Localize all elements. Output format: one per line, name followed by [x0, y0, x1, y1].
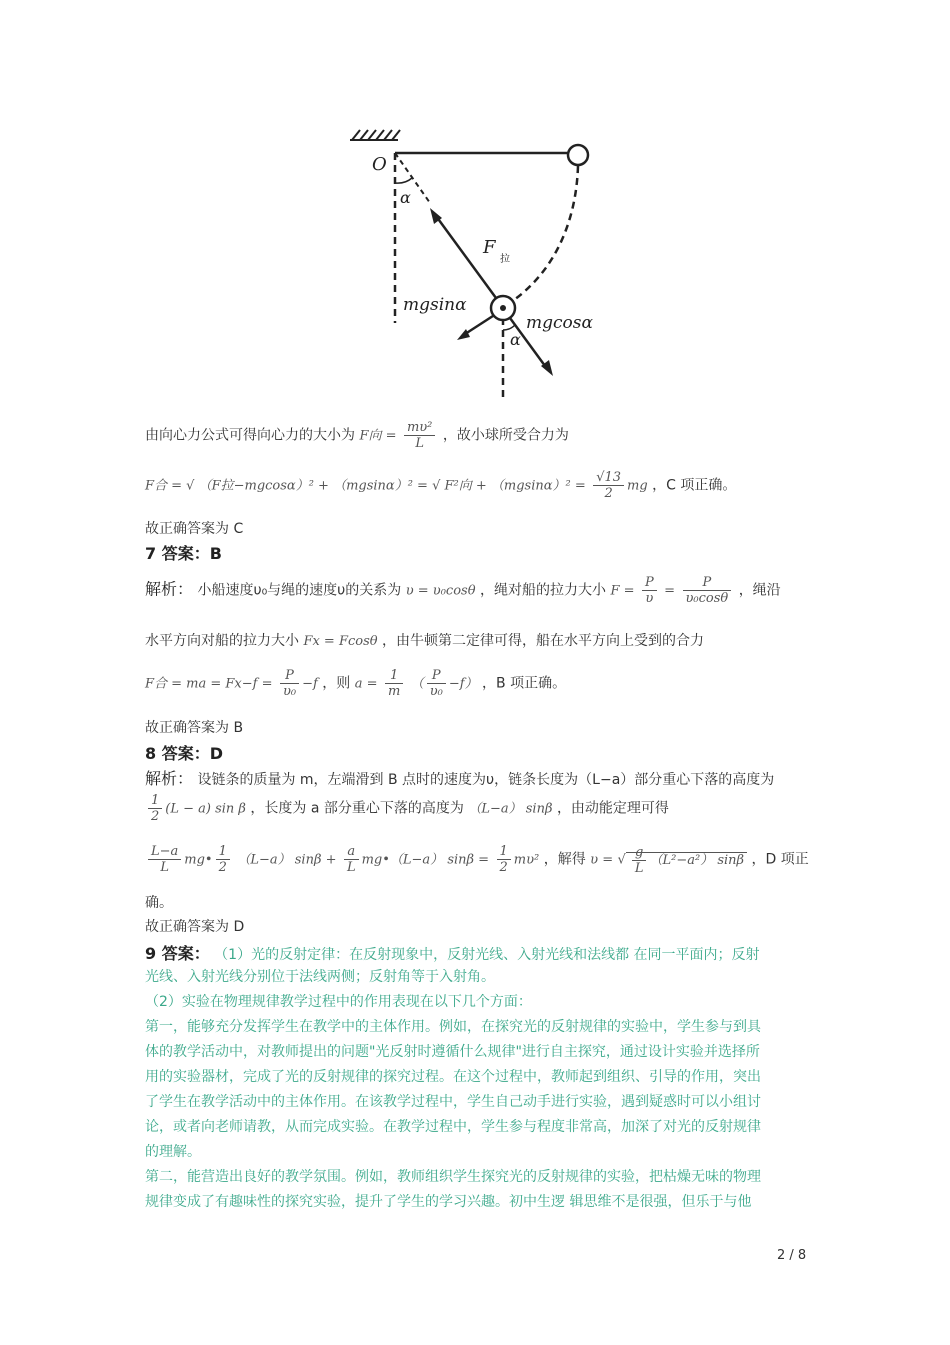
frac-num: 1: [216, 844, 230, 860]
q8-conclusion: 故正确答案为 D: [145, 919, 245, 935]
label-alpha-top: α: [400, 188, 411, 207]
q9-text-line: 光线、入射光线分别位于法线两侧；反射角等于入射角。: [145, 969, 495, 985]
q9-text-line: 第二，能营造出良好的教学氛围。例如，教师组织学生探究光的反射规律的实验，把枯燥无味的物理: [145, 1169, 761, 1185]
frac-num: 1: [497, 844, 511, 860]
q7-l2-b: ，由牛顿第二定律可得，船在水平方向上受到的合力: [382, 633, 705, 649]
q7-l3-frac2: [385, 668, 403, 699]
q7-line1: [145, 575, 781, 606]
q8-line1: [145, 766, 774, 789]
frac-num: P: [280, 668, 299, 684]
q8-l3-mid: （L−a） sinβ +: [237, 852, 337, 868]
q7-l1-c: ，绳沿: [738, 582, 781, 599]
frac-num: P: [427, 668, 446, 684]
q7-conclusion: 故正确答案为 B: [145, 720, 244, 736]
q7-l2-a: 水平方向对船的拉力大小: [145, 633, 299, 649]
sqrt-sign: √: [617, 852, 626, 868]
q7-l3-then: ，则: [322, 675, 351, 692]
q7-jx-label: 解析：: [145, 579, 194, 599]
q7-l1-f1: υ = υ₀cosθ: [405, 583, 476, 599]
q7-l3-frac3: [427, 668, 446, 699]
q6-line2-mg: mg: [627, 478, 648, 494]
q8-l2-f: (L − a) sin β: [165, 801, 246, 817]
frac-den: L: [634, 860, 644, 876]
q9-heading: 9 答案：: [145, 944, 210, 963]
q8-jx-label: 解析：: [145, 769, 194, 788]
q7-l1-a: 小船速度υ₀与绳的速度υ的关系为: [197, 582, 402, 599]
frac-num: L−a: [148, 844, 181, 860]
q7-l1-f2a: F =: [610, 583, 635, 599]
q8-l3-sqrt-body: （L²−a²） sinβ: [649, 852, 745, 868]
frac-den: υ₀: [429, 684, 443, 699]
q6-line2: [145, 470, 736, 501]
q8-l3-frac2: [216, 844, 230, 875]
q6-conclusion: 故正确答案为 C: [145, 521, 244, 537]
q8-l3-post: ，D 项正: [751, 851, 809, 868]
frac-den: υ: [645, 591, 654, 606]
frac-num: 1: [148, 793, 162, 809]
angle-arc-top: [395, 178, 412, 183]
q8-heading: 8 答案：D: [145, 744, 223, 763]
q7-l3-f1b: −f: [302, 676, 318, 692]
q9-text-line: 第一，能够充分发挥学生在教学中的主体作用。例如，在探究光的反射规律的实验中，学生参与到具: [145, 1019, 761, 1035]
frac-den: L: [415, 436, 424, 451]
label-alpha-bottom: α: [510, 330, 521, 349]
q7-heading: 7 答案：B: [145, 544, 222, 563]
frac-den: L: [160, 860, 169, 875]
frac-den: υ₀cosθ: [685, 591, 729, 606]
q7-l3-f1: F合 = ma = Fx−f =: [145, 676, 273, 692]
frac-num: mυ²: [404, 420, 435, 436]
label-mgsin: mgsinα: [403, 295, 467, 315]
q7-line2: [145, 630, 704, 650]
q7-l1-b: ，绳对船的拉力大小: [479, 582, 606, 599]
q6-line1-pre: 由向心力公式可得向心力的大小为: [145, 427, 355, 444]
ceiling-hatch: [350, 130, 400, 140]
q8-l1-a: 设链条的质量为 m，左端滑到 B 点时的速度为υ，链条长度为（L−a）部分重心下落的高度为: [197, 772, 775, 788]
q9-text-line: 规律变成了有趣味性的探究实验，提升了学生的学习兴趣。初中生逻 辑思维不是很强，但乐于与他: [145, 1194, 752, 1210]
q6-line1-frac: [404, 420, 435, 451]
q8-line4: 确。: [145, 895, 173, 911]
frac-den: L: [346, 860, 356, 875]
frac-den: υ₀: [282, 684, 297, 699]
ball-top: [568, 145, 588, 165]
q6-line1-formula: F向 =: [359, 428, 397, 444]
q7-l3-post: ，B 项正确。: [482, 675, 567, 692]
q8-l2-f2: （L−a） sinβ: [468, 801, 553, 817]
q8-l3-mg2: mg•（L−a） sinβ =: [361, 852, 490, 868]
q7-line3: [145, 668, 566, 699]
label-f-sub: 拉: [500, 254, 510, 265]
q7-l3-frac1: [280, 668, 299, 699]
ball-bottom-center: [500, 305, 506, 311]
page-number: 2 / 8: [777, 1248, 807, 1263]
q9-text-line: 体的教学活动中，对教师提出的问题"光反射时遵循什么规律"进行自主探究，通过设计实验并选择所: [145, 1044, 760, 1060]
q7-l3-paren-open: （: [410, 676, 424, 692]
q7-l2-f: Fx = Fcosθ: [303, 634, 378, 649]
frac-den: 2: [604, 486, 613, 501]
label-mgcos: mgcosα: [526, 313, 593, 333]
frac-den: 2: [218, 860, 227, 875]
q7-l1-frac2: [683, 575, 732, 606]
q8-l3-mg1: mg•: [184, 852, 213, 868]
frac-num: g: [632, 845, 647, 861]
q8-l3-frac1: [148, 844, 181, 875]
q9-text-line: 的理解。: [145, 1144, 201, 1160]
q7-l1-eq: =: [664, 583, 676, 599]
q6-line2-post: ，C 项正确。: [652, 477, 737, 494]
q7-l1-frac1: [642, 575, 657, 606]
q8-line2: [145, 793, 669, 824]
q9-text-line: 用的实验器材，完成了光的反射规律的探究过程。在这个过程中，教师起到组织、引导的作用，突出: [145, 1069, 761, 1085]
q9-text-line: （2）实验在物理规律教学过程中的作用表现在以下几个方面：: [145, 994, 532, 1010]
q8-l3-frac3: [344, 844, 359, 875]
q9-text-line: 了学生在教学活动中的主体作用。在该教学过程中，学生自己动手进行实验，遇到疑惑时可以小组讨: [145, 1094, 761, 1110]
q8-l3-mv: mυ²: [513, 852, 540, 868]
q8-l2-frac: [148, 793, 162, 824]
label-o: O: [372, 154, 387, 175]
q9-text-line: 论，或者向老师请教，从而完成实验。在教学过程中，学生参与程度非常高，加深了对光的反射规律: [145, 1119, 761, 1135]
frac-num: a: [344, 844, 359, 860]
label-f: F: [483, 237, 496, 258]
q6-line1: [145, 420, 569, 451]
frac-den: m: [387, 684, 401, 699]
frac-num: P: [642, 575, 657, 591]
q6-line2-formula: F合 = √ （F拉−mgcosα）² + （mgsinα）² = √ F²向 + （mgsinα）² =: [145, 478, 586, 494]
frac-num: √13: [593, 470, 624, 486]
q8-line3: [145, 844, 809, 876]
q6-line2-frac: [593, 470, 624, 501]
q8-l3-solve: ，解得: [543, 851, 586, 868]
q6-line1-post: ，故小球所受合力为: [442, 427, 569, 444]
q8-l3-sqrt-frac: [632, 845, 647, 876]
q8-l3-sqrt: [626, 844, 747, 876]
pendulum-diagram: [300, 118, 660, 408]
q8-l2-b: ，长度为 a 部分重心下落的高度为: [250, 800, 464, 817]
q7-l3-f2: a =: [354, 676, 378, 692]
frac-num: 1: [385, 668, 403, 684]
q9-line0: [145, 941, 760, 964]
q7-l3-paren-close: −f）: [448, 676, 478, 692]
q8-l2-c: ，由动能定理可得: [556, 800, 669, 817]
q8-l3-v: υ =: [590, 852, 614, 868]
frac-den: 2: [151, 809, 160, 824]
q8-l3-frac4: [497, 844, 511, 875]
frac-num: P: [683, 575, 732, 591]
dashed-arc: [505, 166, 578, 306]
frac-den: 2: [499, 860, 508, 875]
q9-text-line: （1）光的反射定律：在反射现象中，反射光线、入射光线和法线都 在同一平面内；反射: [214, 947, 760, 963]
